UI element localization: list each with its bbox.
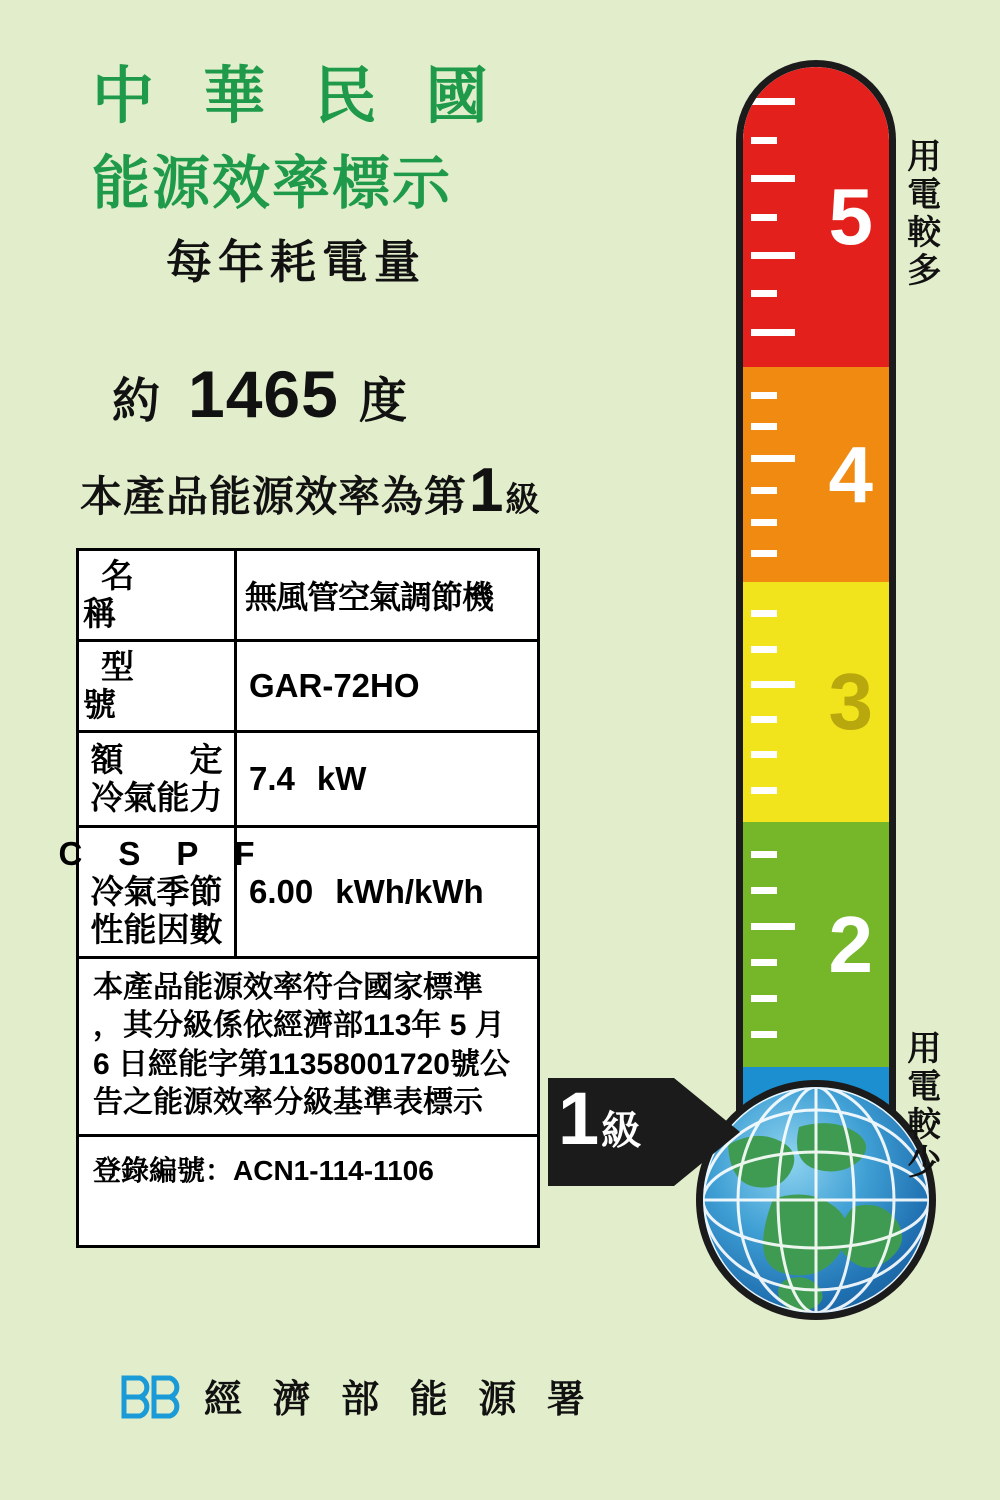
- row-key-model-text: 型 號: [83, 647, 152, 723]
- badge-arrow-icon: [674, 1078, 740, 1186]
- registration-value: ACN1-114-1106: [233, 1155, 434, 1187]
- badge-grade-number: 1: [558, 1077, 600, 1160]
- cspf-number: 6.00: [249, 872, 314, 910]
- row-key-name-text: 名 稱: [83, 557, 152, 632]
- table-row: [79, 642, 537, 733]
- selected-grade-badge: [548, 1078, 740, 1186]
- row-value-cspf: [237, 828, 537, 956]
- efficiency-thermometer: [640, 60, 940, 1240]
- row-value-model: GAR-72HO: [249, 666, 420, 704]
- row-key-cspf-line3: 性能因數: [90, 910, 223, 948]
- grade-sentence: [80, 455, 540, 526]
- badge-label: [558, 1077, 642, 1160]
- annual-consumption-row: [112, 356, 407, 432]
- regulation-note-line-4: 告之能源效率分級基準表標示: [93, 1085, 483, 1119]
- registration-row: [79, 1137, 537, 1245]
- row-value-capacity: [237, 733, 537, 825]
- thermometer-band-3: [743, 582, 889, 822]
- grade-number: 1: [469, 456, 504, 525]
- band-ticks-3: [751, 582, 795, 822]
- high-consumption-label: 用電較多: [901, 138, 940, 290]
- thermometer-band-number-3: 3: [828, 657, 873, 746]
- thermometer-band-number-4: 4: [828, 429, 873, 519]
- regulation-note-line-1: 本產品能源效率符合國家標準: [93, 970, 483, 1004]
- regulation-note: [79, 959, 537, 1138]
- annual-consumption-heading: 每年耗電量: [166, 236, 426, 288]
- table-row: [79, 551, 537, 642]
- thermometer-tube: [736, 60, 896, 1180]
- thermometer-band-5: [743, 67, 889, 367]
- capacity-unit: kW: [316, 759, 367, 797]
- consumption-about-label: 約: [112, 375, 161, 428]
- agency-name: 經 濟 部 能 源 署: [204, 1379, 595, 1421]
- page-title: 中 華 民 國: [92, 62, 504, 131]
- thermometer-band-2: [743, 822, 889, 1067]
- table-row: [79, 733, 537, 828]
- spec-table: [58, 548, 540, 1248]
- badge-grade-unit: 級: [601, 1109, 642, 1153]
- grade-suffix-text: 級: [505, 481, 540, 519]
- row-key-cspf-line2: 冷氣季節: [90, 872, 223, 910]
- regulation-note-line-3: 6 日經能字第11358001720號公: [93, 1047, 510, 1081]
- low-consumption-label: 用電較少: [901, 1030, 940, 1182]
- band-ticks-2: [751, 822, 795, 1067]
- thermometer-band-number-5: 5: [828, 172, 873, 261]
- row-key-capacity-line1: 額 定: [90, 740, 223, 778]
- band-ticks-5: [751, 67, 795, 367]
- grade-prefix-text: 本產品能源效率為第: [80, 473, 468, 520]
- row-value-name: 無風管空氣調節機: [245, 578, 494, 615]
- thermometer-band-number-2: 2: [828, 899, 873, 989]
- consumption-value: 1465: [188, 357, 339, 431]
- registration-label: 登錄編號：: [93, 1155, 234, 1187]
- row-key-cspf-line1: CSPF: [58, 834, 291, 872]
- capacity-number: 7.4: [249, 759, 295, 797]
- row-key-model: [79, 642, 237, 730]
- cspf-unit: kWh/kWh: [335, 872, 484, 910]
- page-subtitle: 能源效率標示: [92, 151, 453, 216]
- regulation-note-line-2: ，其分級係依經濟部113年 5 月: [93, 1009, 505, 1043]
- band-ticks-4: [751, 367, 795, 582]
- row-key-capacity-line2: 冷氣能力: [90, 778, 223, 816]
- row-key-name: [79, 551, 237, 639]
- consumption-unit: 度: [358, 375, 407, 428]
- thermometer-band-4: [743, 367, 889, 582]
- energy-bureau-logo-icon: [120, 1374, 182, 1418]
- table-row: [58, 828, 537, 959]
- row-key-capacity: [79, 733, 237, 825]
- footer: [120, 1368, 595, 1423]
